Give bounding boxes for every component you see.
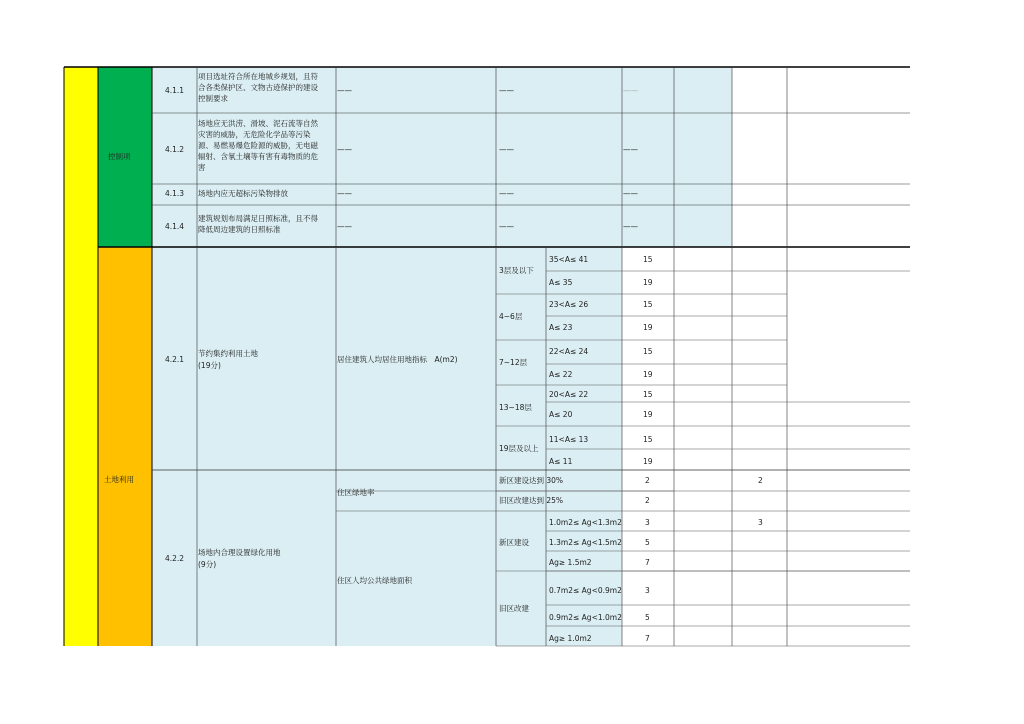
control-dash: —— (623, 145, 638, 154)
condition: 11<A≤ 13 (549, 435, 589, 444)
floor-group-label: 7~12层 (499, 358, 528, 367)
floor-group-label: 13~18层 (499, 403, 532, 412)
condition: 22<A≤ 24 (549, 347, 589, 356)
score: 19 (643, 457, 653, 466)
control-dash: —— (623, 86, 638, 95)
score: 15 (643, 435, 653, 444)
control-dash: —— (337, 222, 352, 231)
sub-group-label: 旧区改建 (499, 604, 529, 613)
score: 15 (643, 347, 653, 356)
condition: 1.0m2≤ Ag<1.3m2 (549, 518, 622, 527)
condition: 35<A≤ 41 (549, 255, 589, 264)
score: 3 (645, 586, 650, 595)
land-use-category-cell (98, 247, 152, 646)
control-dash: —— (623, 189, 638, 198)
sub-group-label: 新区建设 (499, 538, 529, 547)
floor-group-label: 4~6层 (499, 312, 523, 321)
floor-group-label: 3层及以下 (499, 266, 534, 275)
control-dash: —— (337, 145, 352, 154)
control-text: 项目选址符合所在地城乡规划，且符合各类保护区、文物古迹保护的建设控制要求 (198, 72, 318, 103)
score: 2 (645, 476, 650, 485)
condition: A≤ 20 (549, 410, 573, 419)
indicator-label: 住区绿地率 (337, 488, 375, 497)
control-code: 4.1.4 (165, 222, 185, 231)
control-code: 4.1.2 (165, 145, 185, 154)
category-land-use: 土地利用 (104, 475, 134, 484)
condition: A≤ 11 (549, 457, 573, 466)
control-code: 4.1.1 (165, 86, 185, 95)
score: 19 (643, 410, 653, 419)
category-control: 控制项 (108, 152, 131, 161)
score: 19 (643, 370, 653, 379)
score: 5 (645, 613, 650, 622)
condition: A≤ 35 (549, 278, 573, 287)
condition: 20<A≤ 22 (549, 390, 589, 399)
score: 5 (645, 538, 650, 547)
control-dash: —— (499, 222, 514, 231)
control-code: 4.1.3 (165, 189, 185, 198)
score: 15 (643, 300, 653, 309)
extra-value: 2 (758, 476, 763, 485)
condition: 新区建设达到 30% (499, 476, 564, 485)
control-extra-fill (674, 67, 732, 247)
floor-group-label: 19层及以上 (499, 444, 539, 453)
control-dash: —— (499, 189, 514, 198)
control-text: 场地内应无超标污染物排放 (198, 189, 288, 198)
yellow-band (64, 67, 98, 646)
item-indicator: 居住建筑人均居住用地指标 A(m2) (337, 355, 458, 364)
condition: 0.7m2≤ Ag<0.9m2 (549, 586, 622, 595)
control-dash: —— (337, 189, 352, 198)
item-title: 节约集约利用土地 (198, 349, 258, 358)
score: 15 (643, 255, 653, 264)
indicator-label: 住区人均公共绿地面积 (337, 576, 412, 585)
control-text: 场地应无洪涝、滑坡、泥石流等自然灾害的威胁，无危险化学品等污染源、易燃易爆危险源的威胁，无电磁辐射、含氡土壤等有害有毒物质的危害 (198, 119, 318, 172)
condition: 旧区改建达到 25% (499, 496, 564, 505)
score: 19 (643, 278, 653, 287)
score: 2 (645, 496, 650, 505)
condition: Ag≥ 1.5m2 (549, 558, 592, 567)
item-title: 场地内合理设置绿化用地 (198, 548, 281, 557)
control-dash: —— (337, 86, 352, 95)
control-text: 建筑规划布局满足日照标准，且不得降低周边建筑的日照标准 (198, 214, 318, 234)
condition: A≤ 22 (549, 370, 573, 379)
condition: Ag≥ 1.0m2 (549, 634, 592, 643)
item-code: 4.2.2 (165, 554, 185, 563)
item-points: (9分) (198, 560, 217, 569)
score: 7 (645, 634, 650, 643)
score: 7 (645, 558, 650, 567)
condition: 23<A≤ 26 (549, 300, 589, 309)
control-dash: —— (623, 222, 638, 231)
condition: 1.3m2≤ Ag<1.5m2 (549, 538, 622, 547)
score: 19 (643, 323, 653, 332)
control-dash: —— (499, 145, 514, 154)
item-points: (19分) (198, 361, 221, 370)
item-code: 4.2.1 (165, 355, 185, 364)
score: 15 (643, 390, 653, 399)
extra-value: 3 (758, 518, 763, 527)
control-dash: —— (499, 86, 514, 95)
condition: A≤ 23 (549, 323, 573, 332)
condition: 0.9m2≤ Ag<1.0m2 (549, 613, 622, 622)
score: 3 (645, 518, 650, 527)
